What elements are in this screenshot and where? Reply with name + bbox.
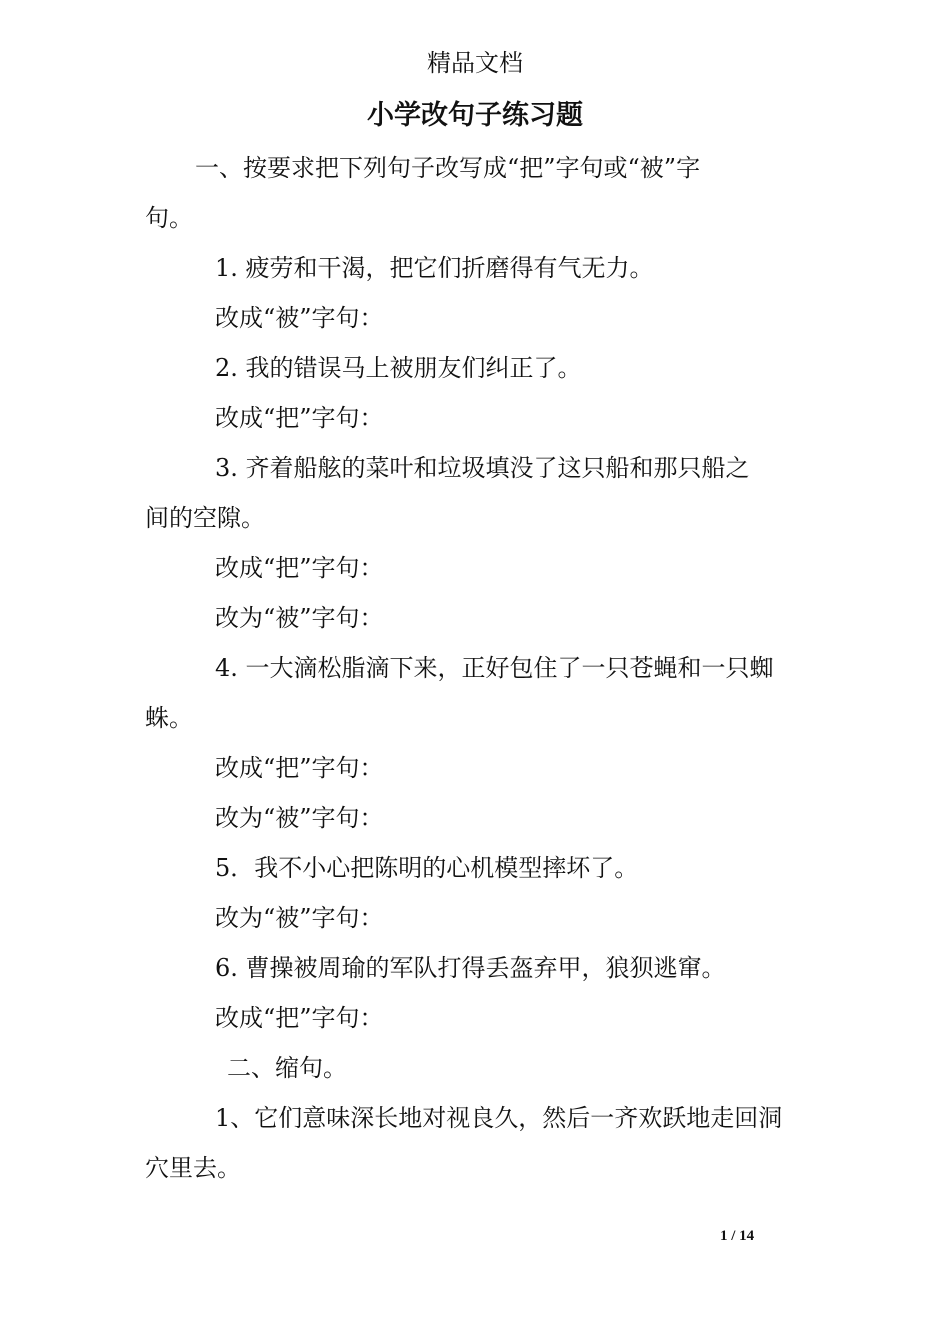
- paragraph-line: 蛛。: [145, 704, 193, 732]
- question-3: 3. 齐着船舷的菜叶和垃圾填没了这只船和那只船之: [215, 454, 750, 482]
- page-number: 1 / 14: [720, 1228, 755, 1244]
- paragraph-line: 句。: [145, 204, 193, 232]
- answer-prompt: 改成“被”字句：: [215, 304, 384, 332]
- page-header: 精品文档: [427, 49, 523, 77]
- section-heading-1: 一、按要求把下列句子改写成“把”字句或“被”字: [195, 154, 701, 182]
- document-title: 小学改句子练习题: [367, 100, 583, 131]
- document-body: [145, 143, 810, 1193]
- answer-prompt: 改为“被”字句：: [215, 904, 384, 932]
- question-1: 1. 疲劳和干渴，把它们折磨得有气无力。: [215, 254, 654, 282]
- question-5: 5．我不小心把陈明的心机模型摔坏了。: [215, 854, 639, 882]
- answer-prompt: 改成“把”字句：: [215, 554, 384, 582]
- question-1-section-2: 1、它们意味深长地对视良久，然后一齐欢跃地走回洞: [215, 1104, 783, 1132]
- answer-prompt: 改成“把”字句：: [215, 754, 384, 782]
- answer-prompt: 改成“把”字句：: [215, 1004, 384, 1032]
- question-4: 4. 一大滴松脂滴下来，正好包住了一只苍蝇和一只蜘: [215, 654, 774, 682]
- answer-prompt: 改为“被”字句：: [215, 804, 384, 832]
- question-2: 2. 我的错误马上被朋友们纠正了。: [215, 354, 582, 382]
- section-heading-2: 二、缩句。: [227, 1054, 347, 1082]
- answer-prompt: 改为“被”字句：: [215, 604, 384, 632]
- paragraph-line: 间的空隙。: [145, 504, 265, 532]
- answer-prompt: 改成“把”字句：: [215, 404, 384, 432]
- paragraph-line: 穴里去。: [145, 1154, 241, 1182]
- question-6: 6. 曹操被周瑜的军队打得丢盔弃甲，狼狈逃窜。: [215, 954, 726, 982]
